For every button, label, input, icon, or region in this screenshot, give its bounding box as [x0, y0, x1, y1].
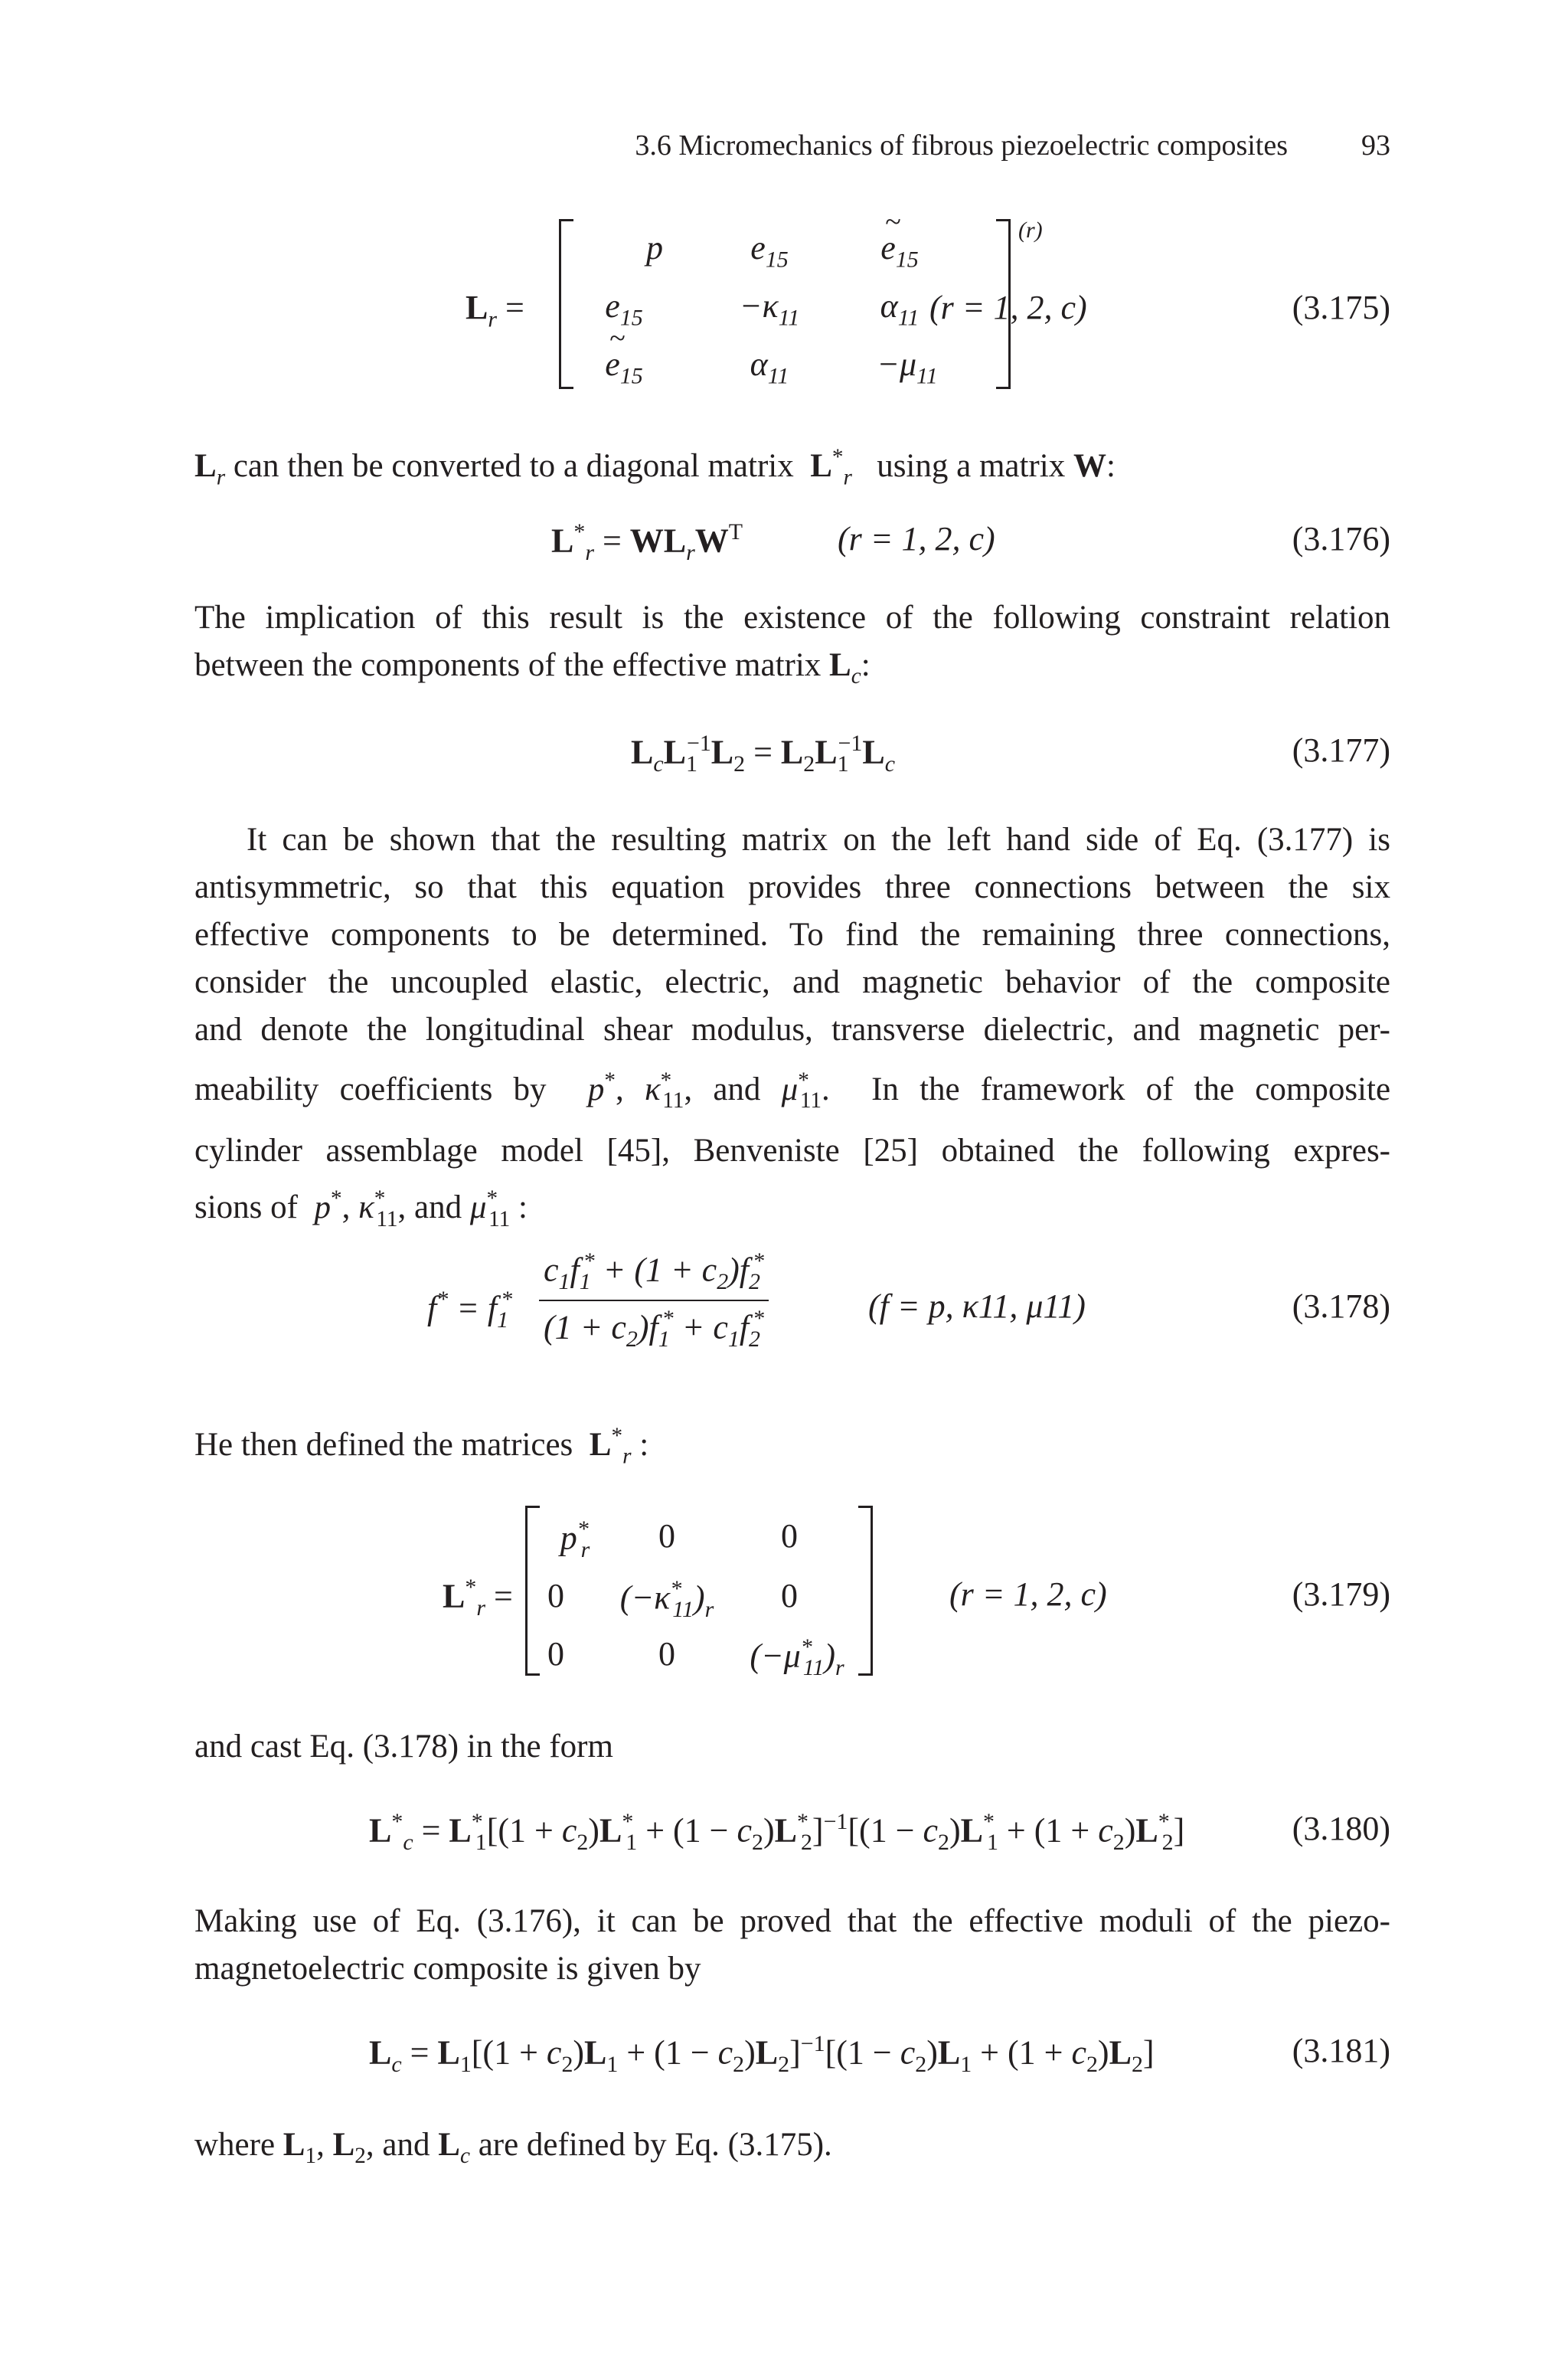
equation-3-181: $L_c = L_1[(1 + c_2)L_1 + (1 - c_2)L_2]^{-1}[(1 - c_2)L_1 + (1 + c_2)L_2]$ (3.181) [369, 2031, 1390, 2077]
paragraph-7: where $L_1$, $L_2$, and $L_c$ are defined by Eq. (3.175). [194, 2127, 832, 2169]
matrix-L-r-star: $p^*_r$ 0 0 0 $(-\kappa^*_{11})_r$ 0 0 0 $(-\mu^*_{11})_r$ [525, 1506, 873, 1676]
equation-3-179: $L^*_r$ = $p^*_r$ 0 0 0 $(-\kappa^*_{11})_r$ 0 0 0 $(-\mu^*_{11})_r$ (r = 1, 2, c) (3.179) [194, 1501, 1390, 1685]
paragraph-5: and cast Eq. (3.178) in the form [194, 1729, 613, 1765]
equation-3-176: $L^*_r = WL_rW^T$ (r = 1, 2, c) (3.176) [551, 519, 1390, 565]
paragraph-2: The implication of this result is the existence of the following constraint relation between the components of the effective matrix $L_c$: [194, 600, 1390, 689]
equation-3-177: $L_cL_1^{-1}L_2 = L_2L_1^{-1}L_c$ (3.177) [631, 731, 1390, 777]
paragraph-1: $L_r$ can then be converted to a diagonal matrix $L^*_r$ using a matrix W: [194, 445, 1116, 490]
matrix-L-r: p $e_{15}$ ~ $e_{15}$ $e_{15}$ $-\kappa_{11}$ $\alpha_{11}$ ~ $e_{15}$ $\alpha_{11}$ $-\mu_{11}$ [559, 219, 1011, 389]
paragraph-3: It can be shown that the resulting matrix on the left hand side of Eq. (3.177) is antisymmetric, so that this equation provides three connections between the six effective components to be determined. To find the remaining three connections, consider the uncoupled elastic, electric, and magnetic behavior of the composite and denote the longitudinal shear modulus, transverse dielectric, and magnetic per- meability coefficients by p*, $\kappa^*_{11}$, and $\mu^*_{11}$. In the framework of the composite cylinder assemblage model [45], Benveniste [25] obtained the following expres- sions of p*, $\kappa^*_{11}$, and $\mu^*_{11}$ : [194, 822, 1391, 1232]
paragraph-6: Making use of Eq. (3.176), it can be proved that the effective moduli of the piezo- magnetoelectric composite is given by [194, 1903, 1390, 1987]
equation-3-178: $f^* = f_1^*$ $\frac{c_1f_1^* + (1 + c_2)f_2^*}{(1 + c_2)f_1^* + c_1f_2^*}$ (f = p, κ11, μ11) (3.178) [427, 1248, 1390, 1352]
equation-3-180: $L^*_c = L^*_1[(1 + c_2)L^*_1 + (1 - c_2)L^*_2]^{-1}[(1 - c_2)L^*_1 + (1 + c_2)L^*_2]$ (3.180) [369, 1809, 1390, 1855]
page-number: 93 [1361, 129, 1390, 162]
running-head-title: 3.6 Micromechanics of fibrous piezoelectric composites [635, 129, 1288, 162]
paragraph-4: He then defined the matrices $L^*_r$ : [194, 1424, 649, 1469]
running-head [0, 129, 1390, 167]
equation-3-175: $L_r$ = p $e_{15}$ ~ $e_{15}$ $e_{15}$ $-\kappa_{11}$ $\alpha_{11}$ ~ $e_{15}$ $\alpha_{11}$ $-\mu_{11}$ (r) (r = 1, 2, c) (3.175) [194, 213, 1390, 397]
